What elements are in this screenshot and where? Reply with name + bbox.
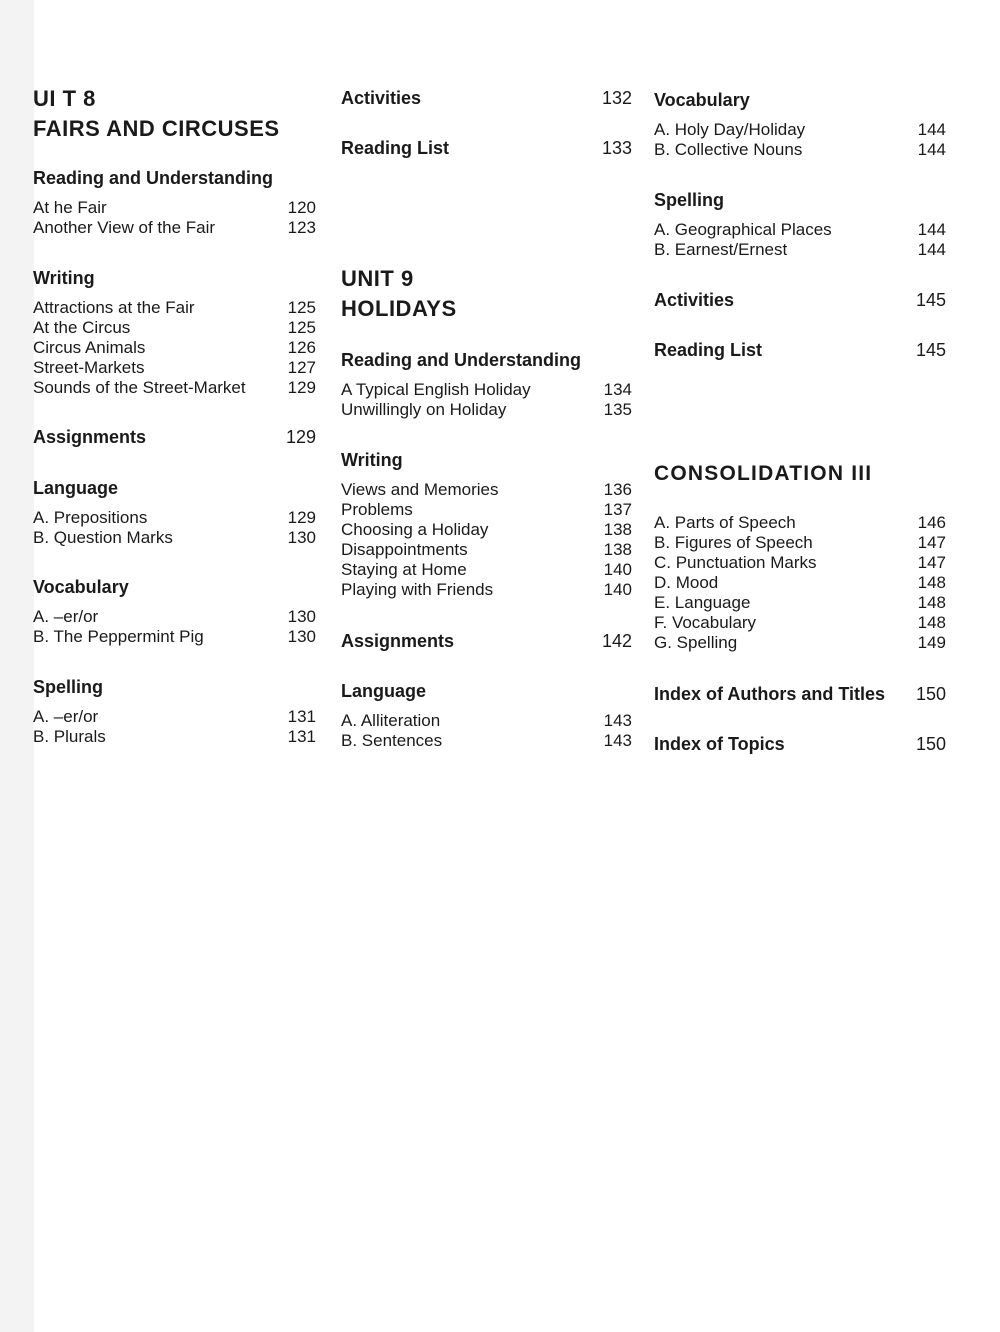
consolidation-title: CONSOLIDATION III: [654, 462, 873, 485]
toc-entry-heading[interactable]: Activities 132: [341, 88, 632, 108]
section-heading: Reading and Understanding: [341, 350, 582, 370]
toc-entry[interactable]: At he Fair 120: [33, 198, 316, 217]
section-heading: Writing: [341, 450, 403, 470]
toc-entry[interactable]: A Typical English Holiday 134: [341, 380, 632, 399]
section-activities: [654, 289, 946, 311]
section-heading: Vocabulary: [654, 90, 750, 110]
toc-entry[interactable]: Circus Animals 126: [33, 338, 316, 357]
toc-entry[interactable]: At the Circus 125: [33, 318, 316, 337]
toc-entry[interactable]: Sounds of the Street-Market 129: [33, 378, 316, 397]
toc-entry[interactable]: Choosing a Holiday 138: [341, 520, 632, 539]
section-index-topics: [654, 733, 946, 755]
toc-entry-heading[interactable]: Assignments 129: [33, 427, 316, 447]
section-consolidation: [654, 513, 946, 653]
toc-entry[interactable]: D. Mood 148: [654, 573, 946, 592]
toc-entry-heading[interactable]: Reading List 133: [341, 138, 632, 158]
toc-entry[interactable]: Staying at Home 140: [341, 560, 632, 579]
toc-entry[interactable]: A. –er/or 131: [33, 707, 316, 726]
section-heading: Spelling: [33, 677, 104, 697]
toc-entry[interactable]: B. Earnest/Ernest 144: [654, 240, 946, 259]
section-assignments: [341, 630, 632, 652]
toc-entry[interactable]: B. The Peppermint Pig 130: [33, 627, 316, 646]
toc-entry[interactable]: B. Plurals 131: [33, 727, 316, 746]
section-index-authors: [654, 683, 946, 705]
section-assignments: [33, 426, 316, 448]
unit-8-heading: [33, 84, 316, 144]
toc-entry-heading[interactable]: Index of Authors and Titles 150: [654, 684, 946, 704]
toc-entry-heading[interactable]: Assignments 142: [341, 631, 632, 651]
consolidation-heading: [654, 459, 946, 489]
section-language: [341, 680, 632, 751]
section-vocabulary: [654, 89, 946, 160]
section-heading: Language: [33, 478, 119, 498]
toc-entry[interactable]: B. Collective Nouns 144: [654, 140, 946, 159]
unit-number: UI T 8: [33, 86, 96, 111]
left-margin-shade: [0, 0, 34, 1332]
section-heading: Spelling: [654, 190, 725, 210]
toc-entry[interactable]: C. Punctuation Marks 147: [654, 553, 946, 572]
toc-entry[interactable]: G. Spelling 149: [654, 633, 946, 652]
toc-entry[interactable]: Unwillingly on Holiday 135: [341, 400, 632, 419]
toc-entry[interactable]: B. Figures of Speech 147: [654, 533, 946, 552]
section-spelling: [654, 189, 946, 260]
toc-entry[interactable]: Street-Markets 127: [33, 358, 316, 377]
toc-entry[interactable]: A. Parts of Speech 146: [654, 513, 946, 532]
section-reading-list: [341, 137, 632, 159]
unit-number: UNIT 9: [341, 266, 414, 291]
toc-entry[interactable]: Disappointments 138: [341, 540, 632, 559]
section-activities: [341, 87, 632, 109]
unit-name: FAIRS AND CIRCUSES: [33, 116, 280, 141]
section-heading: Vocabulary: [33, 577, 129, 597]
toc-entry[interactable]: A. Geographical Places 144: [654, 220, 946, 239]
toc-entry-heading[interactable]: Reading List 145: [654, 340, 946, 360]
unit-name: HOLIDAYS: [341, 296, 457, 321]
toc-entry[interactable]: A. Prepositions 129: [33, 508, 316, 527]
toc-entry[interactable]: Problems 137: [341, 500, 632, 519]
toc-entry[interactable]: A. –er/or 130: [33, 607, 316, 626]
section-spelling: [33, 676, 316, 747]
toc-entry-heading[interactable]: Activities 145: [654, 290, 946, 310]
toc-entry[interactable]: Playing with Friends 140: [341, 580, 632, 599]
section-heading: Reading and Understanding: [33, 168, 274, 188]
toc-entry[interactable]: A. Holy Day/Holiday 144: [654, 120, 946, 139]
toc-entry[interactable]: Another View of the Fair 123: [33, 218, 316, 237]
section-heading: Writing: [33, 268, 95, 288]
toc-entry[interactable]: F. Vocabulary 148: [654, 613, 946, 632]
section-reading-list: [654, 339, 946, 361]
section-writing: [341, 449, 632, 600]
toc-entry[interactable]: Views and Memories 136: [341, 480, 632, 499]
section-language: [33, 477, 316, 548]
section-reading: [341, 349, 632, 420]
section-reading: [33, 167, 316, 238]
toc-entry[interactable]: B. Question Marks 130: [33, 528, 316, 547]
section-writing: [33, 267, 316, 398]
section-vocabulary: [33, 576, 316, 647]
toc-entry[interactable]: B. Sentences 143: [341, 731, 632, 750]
toc-entry[interactable]: A. Alliteration 143: [341, 711, 632, 730]
toc-entry-heading[interactable]: Index of Topics 150: [654, 734, 946, 754]
section-heading: Language: [341, 681, 427, 701]
unit-9-heading: [341, 264, 632, 324]
toc-entry[interactable]: Attractions at the Fair 125: [33, 298, 316, 317]
toc-entry[interactable]: E. Language 148: [654, 593, 946, 612]
